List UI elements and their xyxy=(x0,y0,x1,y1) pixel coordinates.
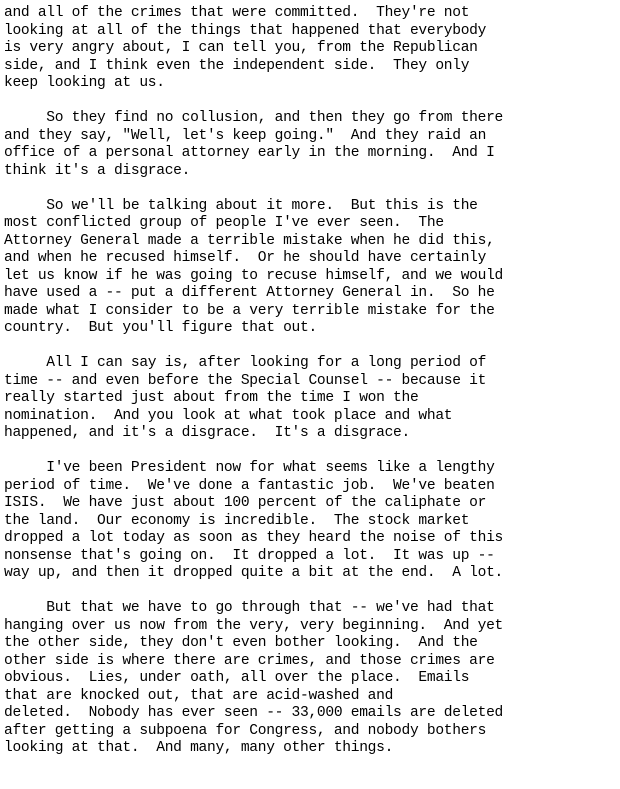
text-line: All I can say is, after looking for a long period of xyxy=(4,355,487,371)
text-line: have used a -- put a different Attorney General in. So he xyxy=(4,285,495,301)
text-line: other side is where there are crimes, and those crimes are xyxy=(4,652,495,669)
transcript-paragraph xyxy=(4,355,616,443)
text-line: But that we have to go through that -- we've had that xyxy=(4,600,495,616)
text-line: and all of the crimes that were committed. They're not xyxy=(4,5,470,21)
transcript-page xyxy=(4,5,616,775)
transcript-paragraph xyxy=(4,110,616,180)
text-line: and they say, "Well, let's keep going." And they raid an xyxy=(4,127,487,144)
text-line: time -- and even before the Special Counsel -- because it xyxy=(4,372,487,389)
text-line: I've been President now for what seems like a lengthy xyxy=(4,460,495,476)
text-line: nonsense that's going on. It dropped a lot. It was up -- xyxy=(4,547,495,564)
text-line: think it's a disgrace. xyxy=(4,162,191,179)
text-line: obvious. Lies, under oath, all over the place. Emails xyxy=(4,670,470,686)
text-line: hanging over us now from the very, very beginning. And yet xyxy=(4,617,504,634)
text-line: the land. Our economy is incredible. The stock market xyxy=(4,512,470,529)
text-line: is very angry about, I can tell you, from the Republican xyxy=(4,40,478,56)
transcript-paragraph xyxy=(4,600,616,758)
text-line: happened, and it's a disgrace. It's a disgrace. xyxy=(4,425,410,441)
text-line: after getting a subpoena for Congress, and nobody bothers xyxy=(4,722,487,739)
text-line: nomination. And you look at what took place and what xyxy=(4,407,453,424)
text-line: deleted. Nobody has ever seen -- 33,000 emails are deleted xyxy=(4,705,504,721)
text-line: most conflicted group of people I've ever seen. The xyxy=(4,215,444,231)
text-line: side, and I think even the independent side. They only xyxy=(4,57,470,74)
text-line: office of a personal attorney early in the morning. And I xyxy=(4,145,495,161)
text-line: Attorney General made a terrible mistake when he did this, xyxy=(4,232,495,249)
text-line: looking at all of the things that happened that everybody xyxy=(4,22,487,39)
text-line: way up, and then it dropped quite a bit at the end. A lot. xyxy=(4,565,504,581)
transcript-paragraph xyxy=(4,460,616,583)
text-line: let us know if he was going to recuse himself, and we would xyxy=(4,267,504,284)
transcript-paragraph xyxy=(4,5,616,93)
text-line: ISIS. We have just about 100 percent of the caliphate or xyxy=(4,495,487,511)
text-line: that are knocked out, that are acid-washed and xyxy=(4,687,394,704)
text-line: country. But you'll figure that out. xyxy=(4,320,317,336)
text-line: So we'll be talking about it more. But this is the xyxy=(4,197,478,214)
transcript-paragraph xyxy=(4,198,616,338)
text-line: made what I consider to be a very terrible mistake for the xyxy=(4,302,495,319)
text-line: period of time. We've done a fantastic job. We've beaten xyxy=(4,477,495,494)
text-line: So they find no collusion, and then they go from there xyxy=(4,110,504,126)
text-line: really started just about from the time I won the xyxy=(4,390,419,406)
text-line: looking at that. And many, many other things. xyxy=(4,740,394,756)
text-line: dropped a lot today as soon as they heard the noise of this xyxy=(4,530,504,546)
text-line: and when he recused himself. Or he should have certainly xyxy=(4,250,487,266)
text-line: keep looking at us. xyxy=(4,75,165,91)
text-line: the other side, they don't even bother looking. And the xyxy=(4,635,478,651)
